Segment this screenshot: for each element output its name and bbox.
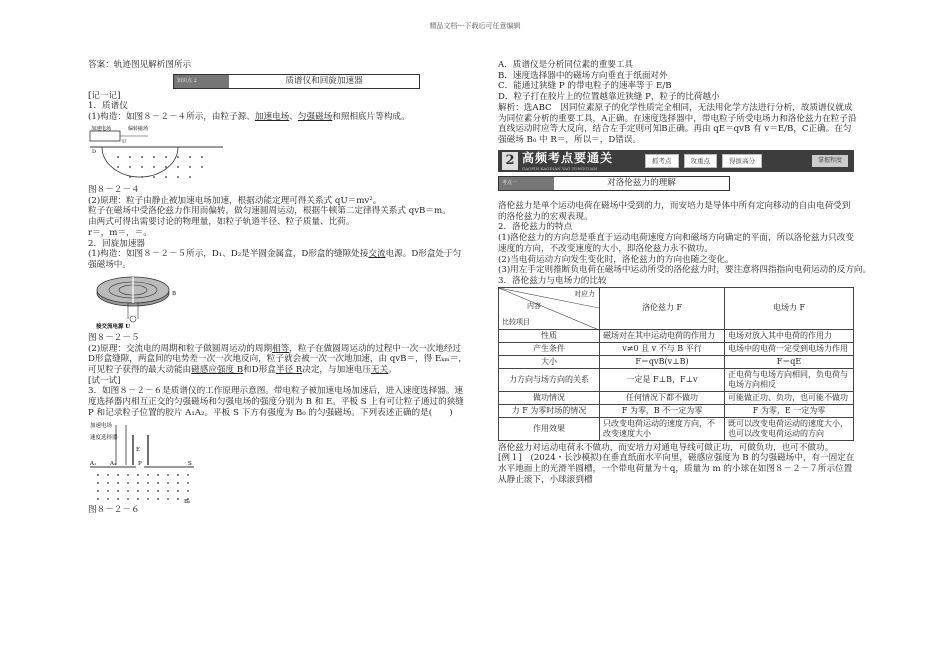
comparison-table: [498, 287, 854, 441]
velocity-selector-diagram: [88, 421, 198, 503]
heading-features: 2．洛伦兹力的特点: [498, 222, 573, 233]
table-corner: [499, 287, 600, 329]
section-header-mass-spectrometer: [173, 74, 420, 89]
banner-subtitle: GAOPIN KAODIAN YAO TONGGUAN: [522, 165, 598, 171]
figure-8-2-6: [88, 421, 468, 503]
option-d: D．粒子打在胶片上的位置越靠近狭缝 P，粒子的比荷越小: [498, 92, 720, 103]
item1-principle: (2)原理：粒子由静止被加速电场加速，根据动能定理可得关系式 qU＝mv²。: [88, 195, 382, 206]
high-frequency-banner: [498, 150, 854, 172]
fig4-label-mag: 偏转磁场: [128, 125, 149, 132]
table-row: 做功情况 任何情况下都不做功 可能做正功、负功，也可能不做功: [499, 391, 854, 404]
section-tag: 知识点 2: [174, 75, 229, 88]
fig6-label-a1: A₁: [90, 460, 97, 467]
feature-3: (3)用左手定则推断负电荷在磁场中运动所受的洛伦兹力时，要注意将四指指向电荷运动的反方向。: [498, 265, 872, 276]
fig6-label-a2: A₂: [110, 460, 117, 467]
banner-chip-3: 得拔高分: [722, 154, 762, 168]
right-column: [498, 60, 872, 486]
example-1: [例１] (2024・长沙模拟)在垂直纸面水平向里，磁感应强度为 B 的匀强磁场中，有一固定在水平地面上的光滑半圆槽，一个带电荷量为＋q，质量为 m 的小球在如图８－２－７所示位置从静止滚下，小球滚到槽: [498, 453, 855, 485]
header-note: 精品文档---下载后可任意编辑: [429, 22, 521, 30]
fig6-label-acc: 加速电场: [90, 422, 113, 429]
item2-construction: (1)构造：如图８－２－５所示，D₁、D₂是半圆金属盒，D形盒的缝隙处接交流电源。D形盒处于匀强磁场中。: [88, 249, 462, 271]
banner-title: 高频考点要通关: [522, 150, 614, 165]
fig4-caption: 图８－２－４: [88, 184, 140, 195]
fig6-label-b0: B₀: [184, 498, 191, 503]
try-label: [试一试]: [88, 375, 121, 386]
item1-derive: 由两式可得出需要讨论的物理量，如粒子轨道半径、粒子质量、比荷。: [88, 217, 355, 228]
heading-compare: 3．洛伦兹力与电场力的比较: [498, 276, 607, 287]
para-lorentz-def: 洛伦兹力是单个运动电荷在磁场中受到的力，而安培力是导体中所有定向移动的自由电荷受到的洛伦兹力的宏观表现。: [498, 200, 851, 222]
table-row: 力方向与场方向的关系 一定是 F⊥B，F⊥v 正电荷与电场方向相同，负电荷与电场方向相反: [499, 368, 854, 391]
item1-newton: 粒子在磁场中受洛伦兹力作用而偏转，做匀速圆周运动，根据牛顿第二定律得关系式 qvB＝m。: [88, 206, 451, 217]
table-row: 大小 F＝qvB(v⊥B) F＝qE: [499, 355, 854, 368]
item2-title: 2．回旋加速器: [88, 238, 146, 249]
feature-1: (1)洛伦兹力的方向总是垂直于运动电荷速度方向和磁场方向确定的平面，所以洛伦兹力只改变速度的方向，不改变速度的大小，即洛伦兹力永不做功。: [498, 233, 854, 254]
fig6-label-e: E: [136, 446, 141, 453]
fig6-caption: 图８－２－６: [88, 504, 140, 515]
fig5-label-b: B: [172, 290, 177, 297]
item1-formulas: r＝，m＝，＝。: [88, 227, 152, 238]
banner-chip-1: 抓考点: [645, 154, 679, 168]
header-electric: 电场力 F: [725, 287, 854, 329]
figure-8-2-5: [88, 273, 468, 331]
fig5-caption: 图８－２－５: [88, 332, 140, 343]
item1-title: 1．质谱仪: [88, 101, 128, 112]
answer-line: 答案：轨迹图见解析图所示: [88, 60, 192, 70]
table-row: 产生条件 v≠0 且 v 不与 B 平行 电场中的电荷一定受到电场力作用: [499, 342, 854, 355]
banner-number: 2: [502, 152, 518, 170]
analysis: 解析：选ABC 因同位素原子的化学性质完全相同，无法用化学方法进行分析，故质谱仪就成为同位素分析的重要工具，A正确。在速度选择器中，带电粒子所受电场力和洛伦兹力在粒子沿直线运动时应等大反向，结合左手定则可知B正确。再由 qE＝qvB 有 v＝E/B，C正确。在匀强磁场 B₀ 中 R＝，所以＝，D错误。: [498, 102, 857, 146]
remember-label: [记一记]: [88, 90, 121, 101]
fig6-label-s: S: [188, 460, 192, 467]
banner-chip-mastery: 掌握程度: [812, 155, 848, 167]
banner-chip-2: 攻重点: [684, 154, 718, 168]
fig4-label-acc: 加速电场: [91, 125, 112, 132]
section-header-lorentz: [498, 176, 730, 191]
section-title: 质谱仪和回旋加速器: [285, 75, 363, 86]
table-row: 性质 磁场对在其中运动电荷的作用力 电场对放入其中电荷的作用力: [499, 329, 854, 342]
table-row: 作用效果 只改变电荷运动的速度方向，不改变速度大小 既可以改变电荷运动的速度大小，也可以改变电荷运动的方向: [499, 417, 854, 440]
table-row: 力 F 为零时场的情况 F 为零，B 不一定为零 F 为零，E 一定为零: [499, 404, 854, 417]
option-c: C．能通过狭缝 P 的带电粒子的速率等于 E/B: [498, 81, 672, 92]
corner-top: 对应力: [574, 289, 595, 298]
header-lorentz: 洛伦兹力 F: [600, 287, 725, 329]
fig6-label-p: P: [138, 460, 142, 467]
feature-2: (2)当电荷运动方向发生变化时，洛伦兹力的方向也随之变化。: [498, 254, 734, 265]
item1-construction: (1)构造：如图８－２－４所示，由粒子源、加速电场、匀强磁场和照相底片等构成。: [88, 112, 410, 123]
question-3: 3．如图８－２－６是质谱仪的工作原理示意图。带电粒子被加速电场加速后，进入速度选择器。速度选择器内相互正交的匀强磁场和匀强电场的强度分别为 B 和 E。平板 S 上有可让粒子通过的狭缝 P 和记录粒子位置的胶片 A₁A₂。平板 S 下方有强度为 B₀ 的匀强磁场。下列表述正确的是( ): [88, 386, 464, 418]
fig4-label-d: D: [92, 148, 97, 155]
fig6-label-sel: 速度选择器: [90, 434, 118, 441]
option-b: B．速度选择器中的磁场方向垂直于纸面对外: [498, 70, 668, 81]
cyclotron-diagram: [88, 273, 188, 331]
option-a: A．质谱仪是分析同位素的重要工具: [498, 60, 634, 70]
fig4-label-u: U: [122, 138, 127, 145]
corner-mid: 内容: [527, 301, 541, 310]
corner-bottom: 比较项目: [502, 318, 530, 326]
figure-8-2-4: [88, 125, 468, 183]
fig5-label-src: 接交流电源 U: [96, 323, 131, 330]
section-tag: 考点一: [499, 177, 554, 190]
left-column: [88, 60, 468, 515]
item2-principle: (2)原理：交流电的周期和粒子做圆周运动的周期相等，粒子在做圆周运动的过程中一次一次地经过D形盒缝隙，两盒间的电势差一次一次地反向，粒子就会被一次一次地加速，由 qvB＝，得 Eₖₘ＝，可见粒子获得的最大动能由磁感应强度 B和D形盒半径 R决定，与加速电压无关。: [88, 343, 467, 376]
section-title: 对洛伦兹力的理解: [607, 178, 676, 188]
mass-spectrometer-diagram: [88, 125, 228, 183]
after-table-note: 洛伦兹力对运动电荷永不做功，而安培力对通电导线可做正功，可做负功，也可不做功。: [498, 442, 834, 453]
